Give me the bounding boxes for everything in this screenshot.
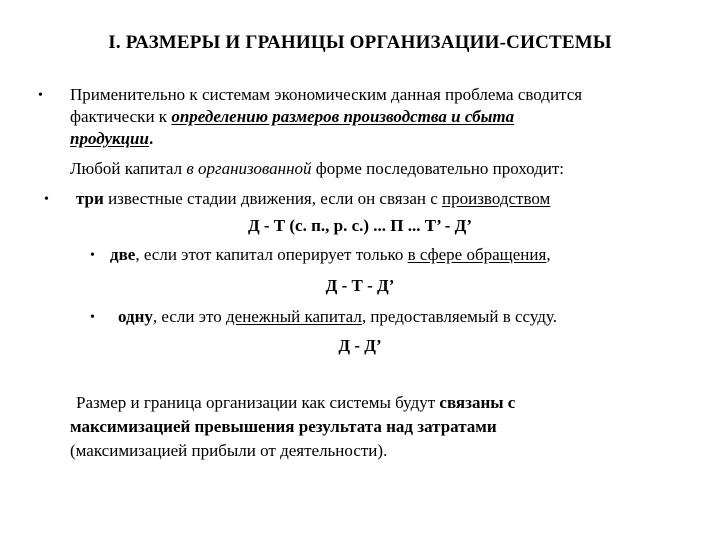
item2-bold: две [110, 245, 136, 264]
conclusion-line3: (максимизацией прибыли от деятельности). [70, 441, 388, 460]
para2-line [70, 158, 564, 180]
para2-text-c: форме последовательно проходит: [311, 159, 565, 178]
conclusion-line1 [76, 392, 515, 414]
item1-underlined: производством [442, 189, 551, 208]
conclusion-bold: связаны с [439, 393, 516, 412]
item2-line [110, 244, 551, 266]
item1-bold: три [76, 189, 104, 208]
para1-line3 [70, 128, 153, 150]
para2-italic: в организованной [186, 159, 312, 178]
item2-underlined: в сфере обращения [407, 245, 547, 264]
item2-text: , если этот капитал оперирует только [135, 245, 408, 264]
formula-3: Д - Д’ [338, 336, 382, 355]
bullet-marker: • [38, 88, 43, 103]
para1-line2 [70, 106, 514, 128]
item1-line [76, 188, 550, 210]
bullet-marker: • [90, 248, 95, 263]
item2-end: , [546, 245, 551, 264]
formula-1: Д - Т (с. п., р. с.) ... П ... Т’ - Д’ [247, 216, 473, 235]
conclusion-text: Размер и граница организации как системы будут [76, 393, 440, 412]
item3-end: , предоставляемый в ссуду. [361, 307, 557, 326]
conclusion-line2: максимизацией превышения результата над затратами [70, 417, 497, 436]
para1-emphasis-end: продукции [70, 129, 149, 148]
para1-line2-text: фактически к [70, 107, 172, 126]
item3-underlined: денежный капитал [226, 307, 362, 326]
bullet-marker: • [90, 310, 95, 325]
item3-line [118, 306, 557, 328]
para1-line1: Применительно к системам экономическим данная проблема сводится [70, 85, 583, 104]
bullet-marker: • [44, 192, 49, 207]
para2-text-a: Любой капитал [70, 159, 187, 178]
page-title: I. РАЗМЕРЫ И ГРАНИЦЫ ОРГАНИЗАЦИИ-СИСТЕМЫ [108, 32, 612, 53]
item1-text: известные стадии движения, если он связан с [103, 189, 443, 208]
para1-emphasis: определению размеров производства и сбыта [171, 107, 515, 126]
para1-period: . [148, 129, 154, 148]
item3-text: , если это [152, 307, 227, 326]
item3-bold: одну [118, 307, 153, 326]
formula-2: Д - Т - Д’ [325, 276, 395, 295]
